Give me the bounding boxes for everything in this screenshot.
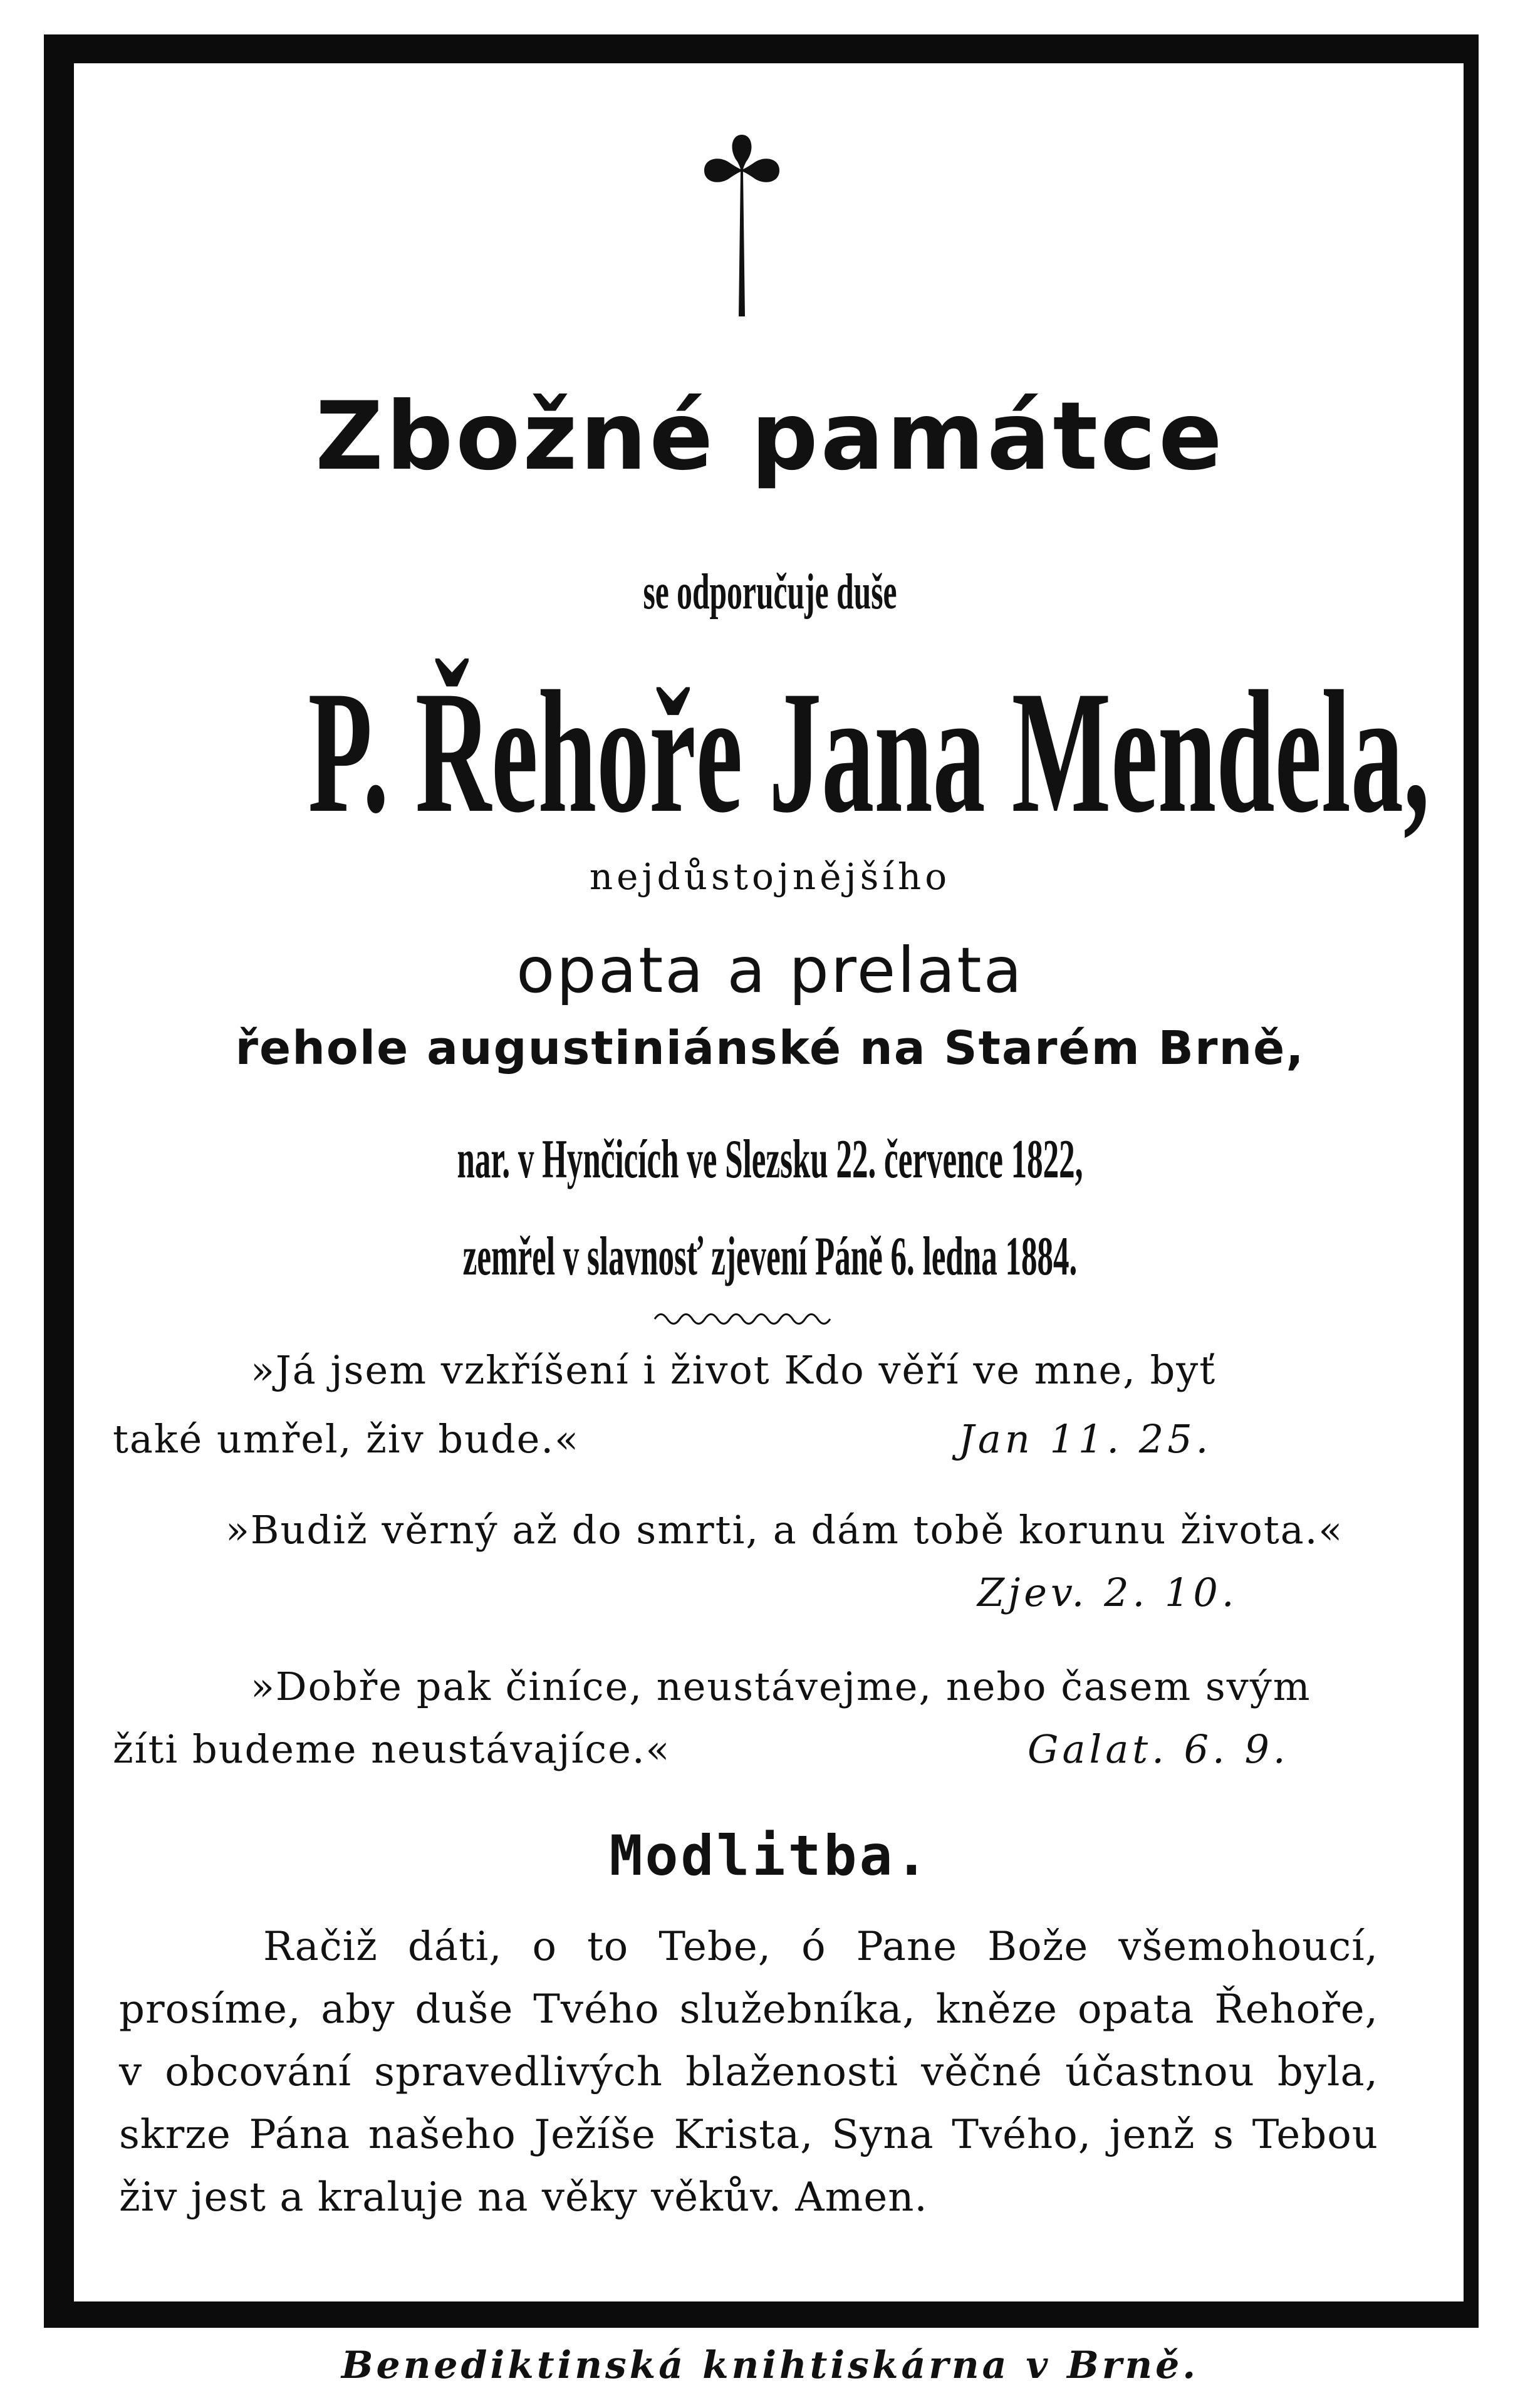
honorific: nejdůstojnějšího [589,855,951,898]
cross-icon [701,132,783,320]
religious-order: řehole augustiniánské na Starém Brně, [235,1021,1305,1075]
prayer-line: prosíme, aby duše Tvého služebníka, kněze opata Řehoře, [119,1986,1378,2033]
quote-3-line-2: žíti budeme neustávajíce.« [113,1726,671,1772]
prayer-line: živ jest a kraluje na věky věkův. Amen. [119,2174,928,2221]
birth-line: nar. v Hynčicích ve Slezsku 22. července 1822, [457,1129,1083,1190]
quote-1-line-2: také umřel, živ bude.« [113,1416,580,1462]
printer-credit: Benediktinská knihtiskárna v Brně. [341,2343,1199,2387]
quote-3-reference: Galat. 6. 9. [1028,1726,1289,1772]
rank: opata a prelata [516,934,1024,1007]
prayer-title: Modlitba. [609,1823,931,1888]
death-line: zemřel v slavnosť zjevení Páně 6. ledna 1884. [462,1226,1078,1287]
quote-1-line-1: »Já jsem vzkříšení i život Kdo věří ve mne, byť [251,1347,1217,1393]
prayer-line: Račiž dáti, o to Tebe, ó Pane Bože všemohoucí, [263,1924,1378,1970]
deceased-name: P. Řehoře Jana Mendela, [308,654,1430,849]
quote-2-line-1: »Budiž věrný až do smrti, a dám tobě korunu života.« [226,1507,1344,1553]
subtitle: se odporučuje duše [643,565,897,620]
prayer-line: v obcování spravedlivých blaženosti věčné účastnou byla, [119,2049,1378,2095]
wavy-ornament-icon [652,1306,840,1332]
quote-2-reference: Zjev. 2. 10. [977,1570,1238,1615]
prayer-line: skrze Pána našeho Ježíše Krista, Syna Tvého, jenž s Tebou [119,2112,1378,2158]
quote-3-line-1: »Dobře pak činíce, neustávejme, nebo časem svým [251,1664,1311,1709]
page-title: Zbožné památce [315,382,1225,491]
quote-1-reference: Jan 11. 25. [959,1416,1212,1462]
